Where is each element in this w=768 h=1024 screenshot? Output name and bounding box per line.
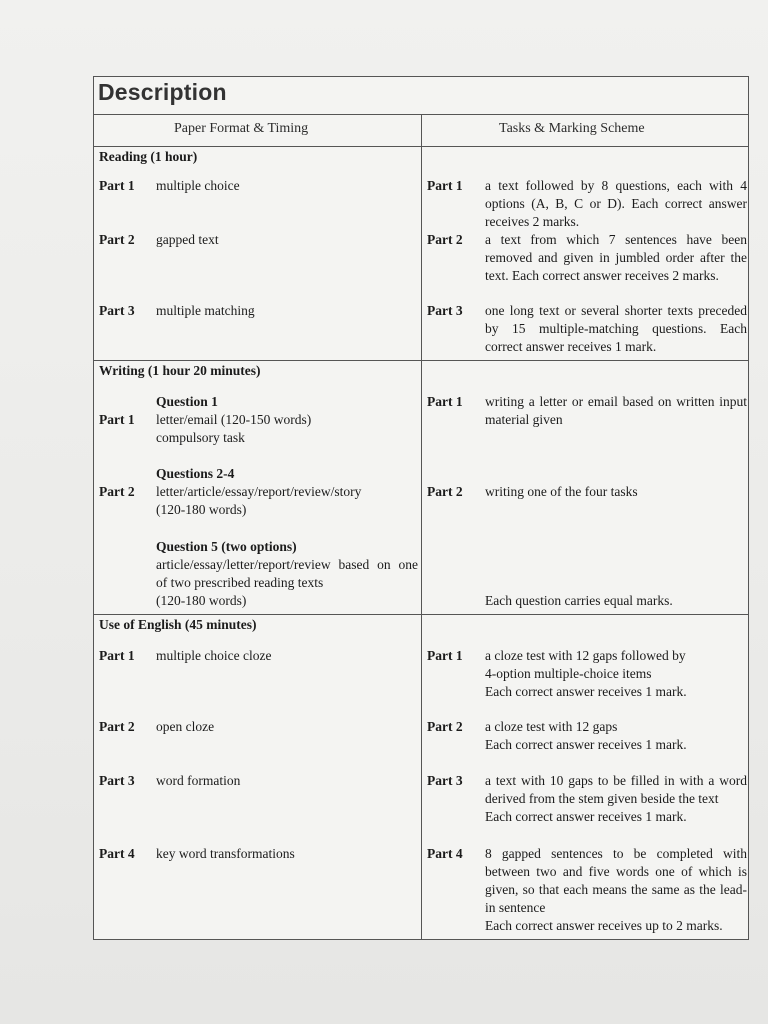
writing-task-text: writing one of the four tasks [485, 484, 638, 499]
uoe-part-label: Part 4 [99, 846, 135, 861]
questions-2-4-words: (120-180 words) [156, 502, 247, 517]
column-header-left: Paper Format & Timing [174, 121, 309, 136]
uoe-task-line: Each correct answer receives 1 mark. [485, 737, 687, 752]
question-1-heading: Question 1 [156, 394, 218, 409]
uoe-task-line: 4-option multiple-choice items [485, 666, 652, 681]
uoe-part-label: Part 3 [99, 773, 135, 788]
section-heading-writing: Writing (1 hour 20 minutes) [99, 363, 261, 378]
question-5-words: (120-180 words) [156, 593, 247, 608]
reading-task-text: a text from which 7 sentences have been removed and given in jumbled order after the text. Each correct answer receives 2 marks. [485, 232, 747, 283]
questions-2-4-heading: Questions 2-4 [156, 466, 235, 481]
page-title: Description [98, 79, 227, 105]
questions-2-4-format: letter/article/essay/report/review/story [156, 484, 362, 499]
writing-marks-note: Each question carries equal marks. [485, 593, 673, 608]
uoe-task-label: Part 3 [427, 773, 463, 788]
writing-task-label: Part 2 [427, 484, 463, 499]
section-heading-use-of-english: Use of English (45 minutes) [99, 617, 257, 632]
writing-task-label: Part 1 [427, 394, 463, 409]
writing-task-text: writing a letter or email based on written input material given [485, 394, 747, 427]
reading-part-format: gapped text [156, 232, 219, 247]
writing-part-label: Part 2 [99, 484, 135, 499]
uoe-task-marks: Each correct answer receives up to 2 marks. [485, 918, 723, 933]
question-1-format: letter/email (120-150 words) [156, 412, 312, 427]
reading-part-format: multiple choice [156, 178, 240, 193]
reading-part-label: Part 3 [99, 303, 135, 318]
reading-task-text: a text followed by 8 questions, each with 4 options (A, B, C or D). Each correct answer receives 2 marks. [485, 178, 747, 229]
uoe-task-line: a cloze test with 12 gaps [485, 719, 618, 734]
reading-task-label: Part 3 [427, 303, 463, 318]
column-header-right: Tasks & Marking Scheme [499, 121, 645, 136]
uoe-part-format: word formation [156, 773, 241, 788]
reading-task-label: Part 1 [427, 178, 463, 193]
column-divider [421, 114, 422, 940]
uoe-part-label: Part 2 [99, 719, 135, 734]
uoe-task-text: a text with 10 gaps to be filled in with a word derived from the stem given beside the text [485, 773, 747, 806]
uoe-task-label: Part 2 [427, 719, 463, 734]
uoe-part-format: key word transformations [156, 846, 295, 861]
uoe-task-marks: Each correct answer receives 1 mark. [485, 809, 687, 824]
uoe-task-label: Part 4 [427, 846, 463, 861]
question-1-note: compulsory task [156, 430, 245, 445]
uoe-part-label: Part 1 [99, 648, 135, 663]
uoe-task-label: Part 1 [427, 648, 463, 663]
reading-task-label: Part 2 [427, 232, 463, 247]
question-5-format: article/essay/letter/report/review based on one of two prescribed reading texts [156, 557, 418, 590]
reading-part-label: Part 2 [99, 232, 135, 247]
section-heading-reading: Reading (1 hour) [99, 149, 198, 164]
uoe-task-line: Each correct answer receives 1 mark. [485, 684, 687, 699]
description-table [93, 76, 749, 940]
reading-part-format: multiple matching [156, 303, 255, 318]
writing-part-label: Part 1 [99, 412, 135, 427]
uoe-part-format: multiple choice cloze [156, 648, 272, 663]
uoe-part-format: open cloze [156, 719, 215, 734]
reading-task-text: one long text or several shorter texts preceded by 15 multiple-matching questions. Each correct answer receives 1 mark. [485, 303, 747, 354]
reading-part-label: Part 1 [99, 178, 135, 193]
question-5-heading: Question 5 (two options) [156, 539, 297, 554]
uoe-task-line: a cloze test with 12 gaps followed by [485, 648, 686, 663]
uoe-task-text: 8 gapped sentences to be completed with between two and five words one of which is given, so that each means the same as the lead-in sentence [485, 846, 747, 915]
